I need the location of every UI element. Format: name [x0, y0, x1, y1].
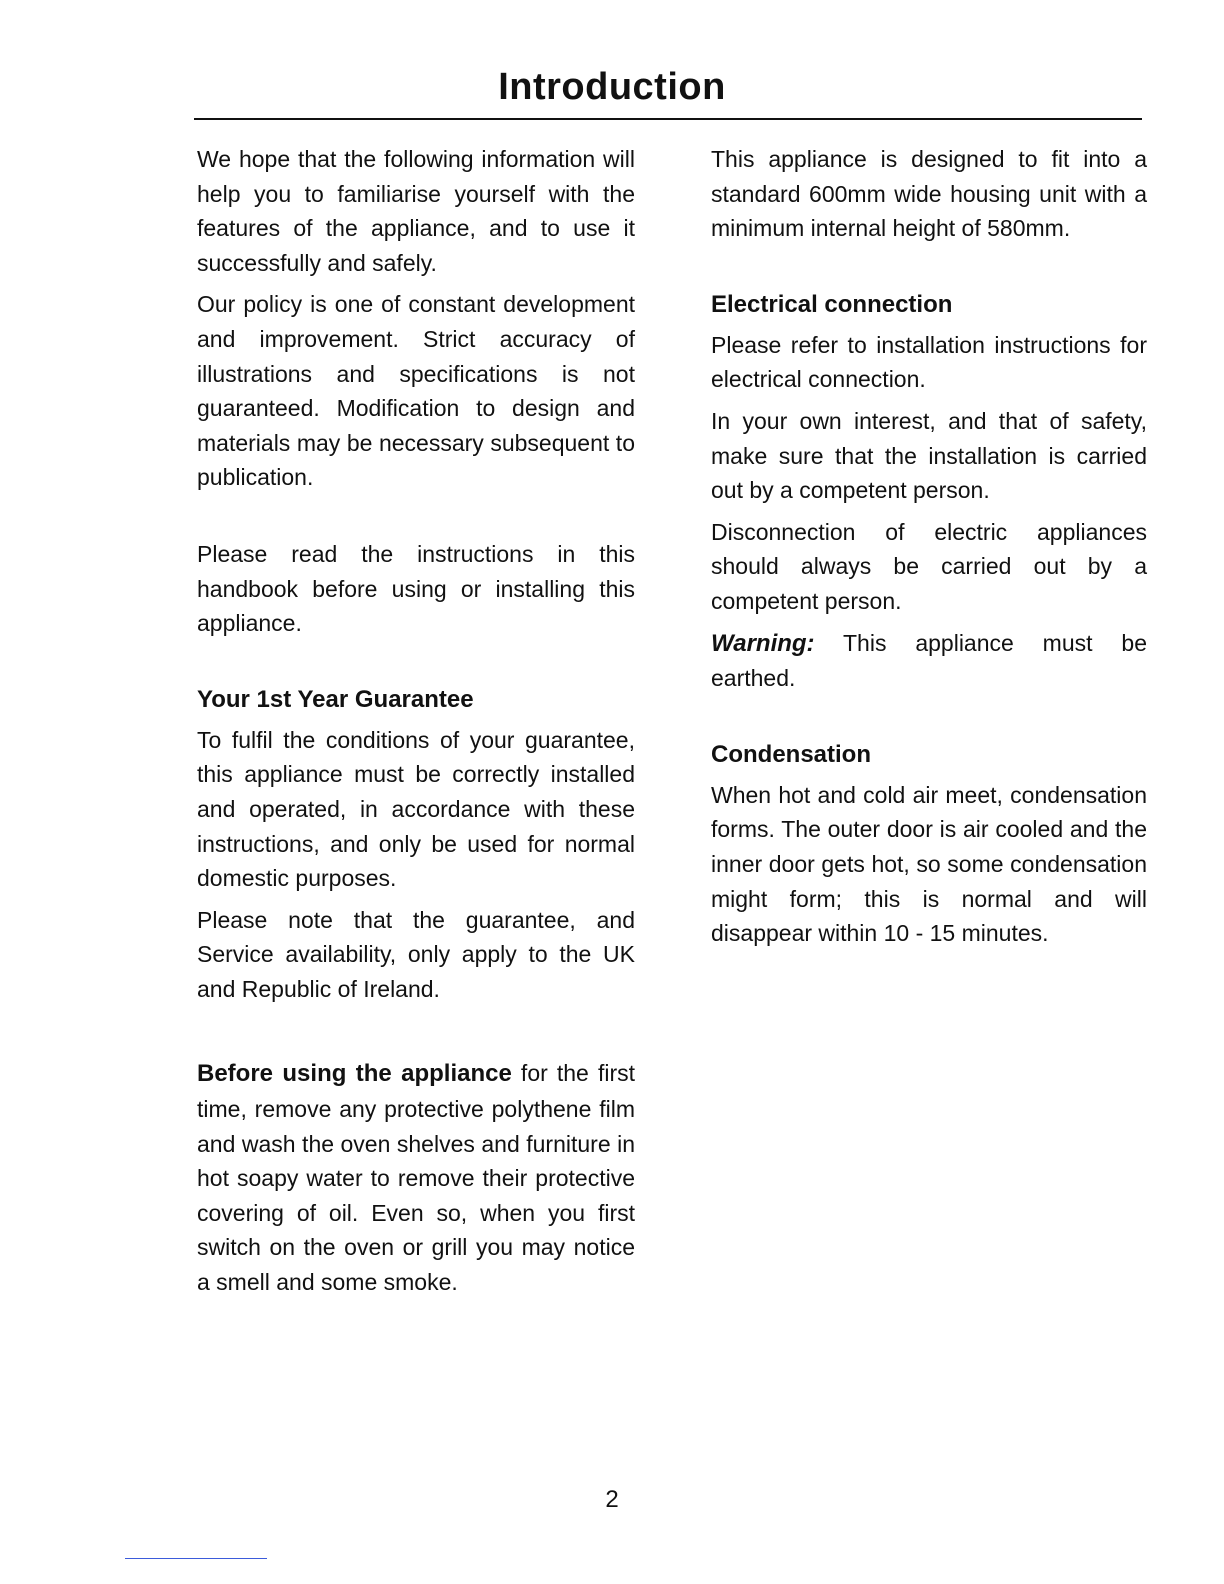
electrical-paragraph-2: In your own interest, and that of safety, make sure that the installation is carried out by a competent person.: [711, 407, 1147, 504]
intro-paragraph: We hope that the following information will help you to familiarise yourself with the features of the appliance, and to use it successfully and safely.: [197, 146, 635, 276]
page-title: Introduction: [498, 66, 726, 108]
guarantee-heading: Your 1st Year Guarantee: [197, 685, 474, 713]
policy-paragraph: Our policy is one of constant development and improvement. Strict accuracy of illustrations and specifications is not guaranteed. Modification to design and materials may be necessary subsequent to publication.: [197, 291, 635, 491]
electrical-heading: Electrical connection: [711, 290, 953, 318]
guarantee-paragraph-2: Please note that the guarantee, and Service availability, only apply to the UK and Republic of Ireland.: [197, 906, 635, 1002]
before-using-heading: Before using the appliance: [197, 1060, 512, 1088]
warning-label: Warning:: [711, 629, 815, 657]
housing-paragraph: This appliance is designed to fit into a standard 600mm wide housing unit with a minimum internal height of 580mm.: [711, 146, 1147, 242]
footer-divider: [125, 1558, 267, 1559]
before-using-text: for the first time, remove any protective polythene film and wash the oven shelves and furniture in hot soapy water to remove their protective covering of oil. Even so, when you first switch on the oven or grill you may notice a smell and some smoke.: [197, 1060, 635, 1296]
warning-text: This appliance must be earthed.: [711, 629, 1147, 692]
page-number: 2: [605, 1486, 619, 1513]
title-divider: [194, 118, 1142, 120]
right-column: [711, 142, 1147, 958]
condensation-paragraph: When hot and cold air meet, condensation forms. The outer door is air cooled and the inner door gets hot, so some condensation might form; this is normal and will disappear within 10 - 15 minutes.: [711, 781, 1147, 947]
guarantee-paragraph-1: To fulfil the conditions of your guarantee, this appliance must be correctly installed and operated, in accordance with these instructions, and only be used for normal domestic purposes.: [197, 726, 635, 892]
condensation-heading: Condensation: [711, 740, 871, 768]
read-instructions-paragraph: Please read the instructions in this handbook before using or installing this appliance.: [197, 540, 635, 637]
electrical-paragraph-1: Please refer to installation instructions for electrical connection.: [711, 331, 1147, 393]
before-using-paragraph: [197, 1056, 635, 1299]
warning-paragraph: [711, 626, 1147, 696]
electrical-paragraph-3: Disconnection of electric appliances should always be carried out by a competent person.: [711, 518, 1147, 614]
left-column: [197, 142, 635, 1307]
